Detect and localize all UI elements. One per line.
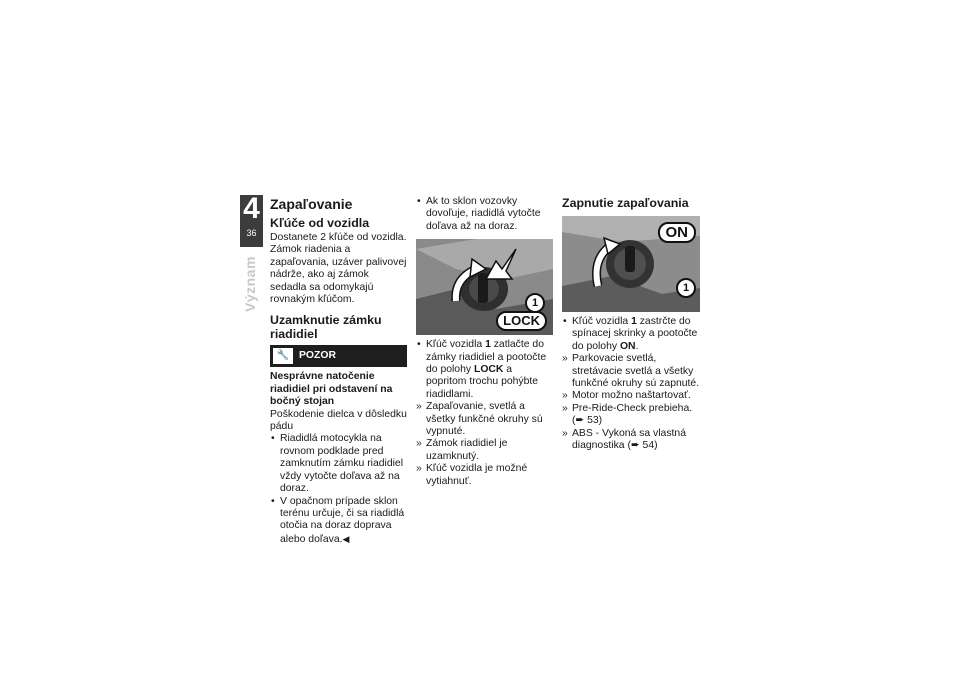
list-item: » Zapaľovanie, svetlá a všetky funkčné okruhy sú vypnuté. xyxy=(416,401,553,438)
step-position: LOCK xyxy=(473,364,504,376)
result-text: Pre-Ride-Check prebieha. xyxy=(572,402,693,414)
list-item xyxy=(562,403,702,428)
page-reference-number: 54 xyxy=(642,440,655,452)
warning-title: Nesprávne natočenie riadidiel pri odstavení na bočný stojan xyxy=(270,371,393,408)
list-item xyxy=(562,428,702,453)
step-text: Kľúč vozidla xyxy=(572,316,629,327)
step-callout: 1 xyxy=(485,339,491,351)
callout-1: 1 xyxy=(676,278,696,298)
step-text: zatlačte do zámky riadidiel a pootočte do polohy xyxy=(426,339,547,376)
page-reference-arrow-icon: ➨ xyxy=(575,415,585,427)
step-position: ON xyxy=(619,340,636,352)
column-2 xyxy=(416,196,553,488)
step-text: Kľúč vozidla xyxy=(426,339,483,351)
keys-heading: Kľúče od vozidla xyxy=(270,216,370,230)
ignition-heading: Zapnutie zapaľovania xyxy=(562,196,689,210)
list-item: • Riadidlá motocykla na rovnom podklade pred zamknutím zámku riadidiel vždy vytočte doľava až na doraz. xyxy=(270,433,407,495)
list-item xyxy=(562,316,702,353)
warning-label: POZOR xyxy=(299,350,336,362)
chapter-number: 4 xyxy=(243,192,260,225)
page-reference-arrow-icon: ➨ xyxy=(630,440,640,452)
result-text: ABS - Vykoná sa vlastná diagnostika xyxy=(572,427,686,452)
section-label: Význam xyxy=(242,256,258,312)
column-3 xyxy=(562,196,702,452)
list-item: » Parkovacie svetlá, stretávacie svetlá a všetky funkčné okruhy sú zapnuté. xyxy=(562,353,702,390)
warning-wrench-icon: 🔧 xyxy=(273,348,293,364)
on-position-label: ON xyxy=(658,222,697,243)
lock-photo xyxy=(416,239,553,335)
ignition-results xyxy=(562,353,702,452)
lock-position-label: LOCK xyxy=(496,311,547,331)
step-callout: 1 xyxy=(631,316,637,327)
warning-result: Poškodenie dielca v dôsledku pádu xyxy=(270,408,407,433)
ignition-steps xyxy=(562,316,702,353)
lock-heading: Uzamknutie zámku riadidiel xyxy=(270,313,382,342)
list-item: » Zámok riadidiel je uzamknutý. xyxy=(416,438,553,463)
list-item: » Motor možno naštartovať. xyxy=(562,390,702,402)
lock-results xyxy=(416,401,553,488)
step-text: . xyxy=(635,340,639,352)
list-item xyxy=(416,339,553,401)
list-item: • Ak to sklon vozovky dovoľuje, riadidlá vytočte doľava až na doraz. xyxy=(416,196,553,233)
keys-text: Dostanete 2 kľúče od vozidla. Zámok riadenia a zapaľovania, uzáver palivovej nádrže, ako aj zámok sedadla sa odomykajú rovnakým kľúčom. xyxy=(270,232,407,306)
column-1 xyxy=(270,196,407,546)
step-text: zastrčte do spínacej skrinky a pootočte do polohy xyxy=(572,316,698,352)
warning-bullets xyxy=(270,433,407,546)
page-reference[interactable]: (➨ 53) xyxy=(572,415,603,427)
end-triangle-icon: ◀ xyxy=(342,533,350,544)
page-number: 36 xyxy=(246,228,257,238)
lock-steps xyxy=(416,339,553,401)
page-title: Zapaľovanie xyxy=(270,196,353,212)
step-text: a popritom trochu pohýbte riadidlami. xyxy=(426,364,539,400)
warning-header xyxy=(270,345,407,367)
callout-1: 1 xyxy=(525,293,545,313)
intro-bullets xyxy=(416,196,553,233)
chapter-tab xyxy=(240,192,263,247)
list-item xyxy=(270,496,407,547)
page-reference-number: 53 xyxy=(587,415,599,427)
ignition-photo xyxy=(562,216,700,312)
list-item: » Kľúč vozidla je možné vytiahnuť. xyxy=(416,463,553,488)
page-reference[interactable]: (➨ 54) xyxy=(627,440,658,452)
list-item-text: V opačnom prípade sklon terénu určuje, či sa riadidlá otočia na doraz doprava alebo doľava. xyxy=(280,495,405,545)
